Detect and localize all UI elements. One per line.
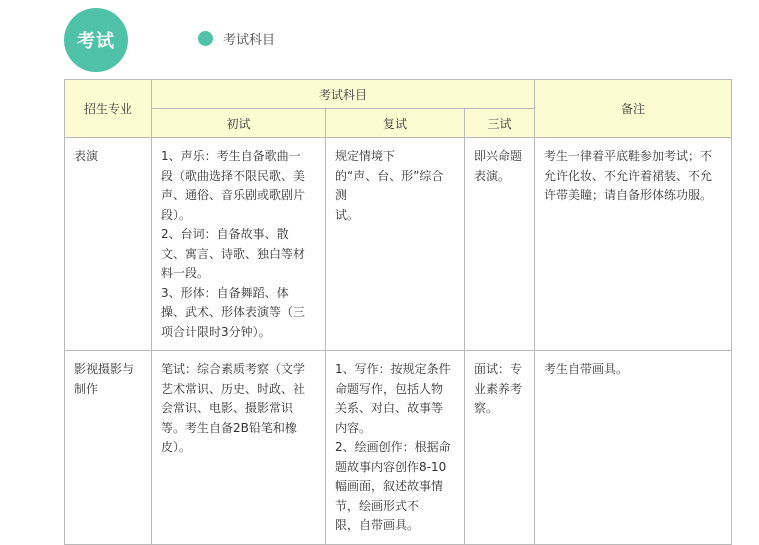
cell-third-exam: 即兴命题 表演。 xyxy=(465,138,535,351)
header-first-exam: 初试 xyxy=(152,109,326,138)
cell-remark: 考生一律着平底鞋参加考试；不 允许化妆、不允许着裙装、不允 许带美瞳；请自备形体练功服。 xyxy=(535,138,732,351)
cell-second-exam: 1、写作：按规定条件 命题写作，包括人物 关系、对白、故事等 内容。 2、绘画创作：根据命 题故事内容创作8-10 幅画面，叙述故事情 节，绘画形式不 限，自带画具。 xyxy=(326,351,465,545)
table-row xyxy=(65,138,732,351)
cell-remark: 考生自带画具。 xyxy=(535,351,732,545)
header-subjects: 考试科目 xyxy=(152,80,535,109)
badge-label: 考试 xyxy=(77,31,115,52)
header-second-exam: 复试 xyxy=(326,109,465,138)
cell-major: 表演 xyxy=(65,138,152,351)
cell-third-exam: 面试：专 业素养考 察。 xyxy=(465,351,535,545)
cell-first-exam: 1、声乐：考生自备歌曲一 段（歌曲选择不限民歌、美 声、通俗、音乐剧或歌剧片 段）。 2、台词：自备故事、散 文、寓言、诗歌、独白等材 料一段。 3、形体：自备舞蹈、体 操、武术、形体表演等（三 项合计限时3分钟）。 xyxy=(152,138,326,351)
header-major: 招生专业 xyxy=(65,80,152,138)
section-heading xyxy=(198,29,275,48)
cell-second-exam: 规定情境下 的“声、台、形”综合测 试。 xyxy=(326,138,465,351)
cell-major: 影视摄影与 制作 xyxy=(65,351,152,545)
section-heading-text: 考试科目 xyxy=(223,33,276,48)
header-remark: 备注 xyxy=(535,80,732,138)
table-row xyxy=(65,351,732,545)
cell-first-exam: 笔试：综合素质考察（文学 艺术常识、历史、时政、社 会常识、电影、摄影常识 等。考生自备2B铅笔和橡 皮）。 xyxy=(152,351,326,545)
bullet-dot-icon xyxy=(198,31,213,46)
header-third-exam: 三试 xyxy=(465,109,535,138)
exam-badge xyxy=(64,8,128,72)
exam-subjects-table xyxy=(64,79,732,545)
